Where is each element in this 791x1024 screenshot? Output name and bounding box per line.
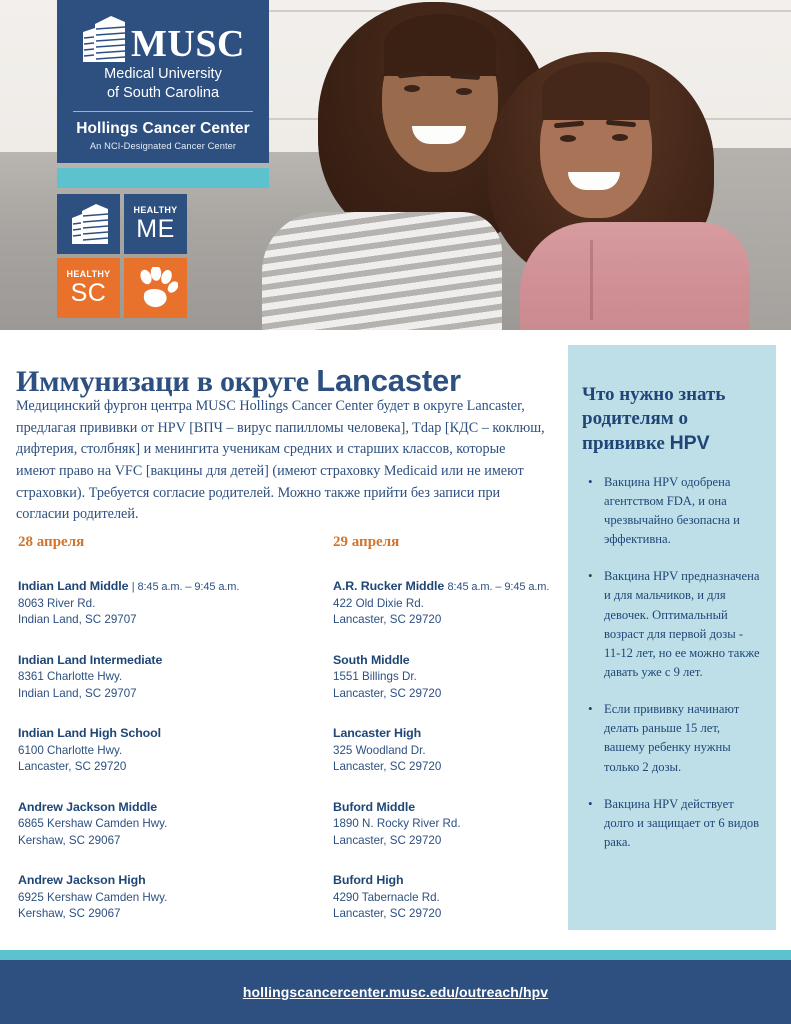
location-name-text: Andrew Jackson Middle [18, 799, 158, 814]
location-street: 6925 Kershaw Camden Hwy. [18, 891, 168, 904]
location-name [333, 726, 563, 742]
musc-logo-card [57, 0, 269, 163]
musc-university-line-2: of South Carolina [106, 85, 220, 102]
schedule-column-april-28 [18, 534, 268, 947]
date-heading: 29 апреля [333, 534, 400, 550]
location-name-text: Andrew Jackson High [18, 873, 146, 888]
location-city: Lancaster, SC 29720 [333, 613, 442, 627]
healthy-me-badge-big-label: ME [136, 215, 175, 243]
list-item [333, 800, 563, 849]
list-item [333, 873, 563, 922]
location-name-text: Lancaster High [333, 726, 422, 741]
location-name [333, 873, 563, 889]
list-item [18, 873, 268, 922]
photo-wall-line [260, 10, 791, 12]
list-item [333, 653, 563, 702]
location-city: Lancaster, SC 29720 [18, 760, 127, 774]
nci-designation-tagline: An NCI-Designated Cancer Center [89, 141, 237, 152]
page-title-county: Lancaster [316, 363, 461, 399]
logo-teal-accent-strip [57, 168, 269, 188]
list-item: • Вакцина HPV действует долго и защищает от 6 видов рака. [604, 795, 762, 852]
location-name-text: A.R. Rucker Middle [333, 579, 445, 593]
date-heading: 28 апреля [18, 534, 85, 550]
paw-print-icon [134, 267, 178, 309]
location-name [18, 653, 268, 669]
sidebar-title-cyrillic: Что нужно знать родителям о прививке [582, 383, 726, 455]
footer-bar [0, 960, 791, 1024]
list-item [18, 579, 268, 628]
location-time: 8:45 a.m. – 9:45 a.m. [447, 581, 550, 593]
location-name-text: Indian Land Middle [18, 579, 129, 593]
photo-person-b-eye [612, 134, 628, 141]
header-photo-band [0, 0, 791, 330]
list-item [333, 726, 563, 775]
photo-person-a-hairline [384, 14, 496, 76]
location-name [18, 726, 268, 742]
musc-logo-lockup [69, 16, 257, 65]
musc-university-line-1: Medical University [104, 66, 222, 82]
list-item: • Если прививку начинают делать раньше 15 лет, вашему ребенку нужны только 2 дозы. [604, 700, 762, 777]
healthy-me-badge-small-label: HEALTHY [133, 205, 178, 215]
healthy-me-badge [124, 194, 187, 254]
sidebar-title [582, 383, 762, 457]
healthy-sc-badge-small-label: HEALTHY [66, 269, 111, 279]
healthy-sc-badge [57, 258, 120, 318]
location-street: 6865 Kershaw Camden Hwy. [18, 817, 168, 831]
hpv-facts-list [582, 473, 762, 852]
location-name-text: Indian Land Intermediate [18, 652, 163, 667]
intro-paragraph: Медицинский фургон центра MUSC Hollings Cancer Center будет в округе Lancaster, предлагая прививки от HPV [ВПЧ – вирус папилломы человека], Tdap [КДС – коклюш, дифтерия, столбняк] и менингита ученикам средних и старших классов, которые имеют право на VFC [вакцины для детей] (имеют страховку Medicaid или не имеют страховки). Требуется согласие родителей. Можно также прийти без записи при согласии родителей. [16, 398, 545, 523]
location-street: 422 Old Dixie Rd. [333, 596, 424, 610]
list-item [333, 579, 563, 628]
photo-person-a-eye [456, 88, 472, 95]
photo-person-a-shirt [262, 212, 502, 330]
badge-row-bottom [57, 258, 188, 318]
location-street: 8361 Charlotte Hwy. [18, 670, 123, 684]
location-name [333, 579, 563, 595]
location-city: Lancaster, SC 29720 [333, 833, 442, 847]
musc-building-badge [57, 194, 120, 254]
location-name [18, 579, 268, 595]
footer-teal-accent-bar [0, 950, 791, 960]
list-item: • Вакцина HPV предназначена и для мальчиков, и для девочек. Оптимальный возраст для первой дозы - 11-12 лет, но ее можно также давать уже с 9 лет. [604, 567, 762, 682]
location-city: Indian Land, SC 29707 [18, 686, 137, 700]
healthy-sc-badge-big-label: SC [70, 279, 107, 307]
page-title-cyrillic: Иммунизаци в округе [16, 365, 317, 399]
clemson-paw-badge [124, 258, 187, 318]
sidebar-title-hpv: HPV [669, 432, 710, 455]
photo-person-b-shirt [520, 222, 750, 330]
logo-divider [73, 111, 253, 112]
list-item [18, 800, 268, 849]
location-street: 1890 N. Rocky River Rd. [333, 817, 461, 831]
location-name [333, 800, 563, 816]
musc-building-icon [81, 16, 125, 62]
list-item: • Вакцина HPV одобрена агентством FDA, и она чрезвычайно безопасна и эффективна. [604, 473, 762, 550]
location-street: 4290 Tabernacle Rd. [333, 891, 440, 904]
location-name [18, 873, 268, 889]
location-name-text: South Middle [333, 652, 410, 667]
musc-building-icon [70, 204, 108, 244]
location-city: Lancaster, SC 29720 [333, 760, 442, 774]
location-name [333, 653, 563, 669]
partner-badge-grid [57, 194, 188, 322]
photo-person-b-eye [560, 135, 576, 142]
location-name-text: Buford Middle [333, 799, 415, 814]
location-street: 8063 River Rd. [18, 596, 96, 610]
location-time: | 8:45 a.m. – 9:45 a.m. [131, 581, 240, 593]
schedule-column-april-29 [333, 534, 563, 947]
page-title [16, 364, 556, 398]
location-city: Indian Land, SC 29707 [18, 613, 137, 627]
location-street: 1551 Billings Dr. [333, 670, 417, 684]
location-city: Lancaster, SC 29720 [333, 686, 442, 700]
footer-website-link[interactable]: hollingscancercenter.musc.edu/outreach/hpv [242, 984, 549, 1000]
musc-wordmark: MUSC [131, 22, 245, 65]
hollings-cancer-center-name: Hollings Cancer Center [76, 120, 250, 138]
location-street: 325 Woodland Dr. [333, 743, 426, 757]
photo-person-b-hairline [542, 62, 650, 120]
location-name-text: Buford High [333, 873, 404, 888]
location-street: 6100 Charlotte Hwy. [18, 743, 123, 757]
list-item [18, 653, 268, 702]
location-city: Kershaw, SC 29067 [18, 833, 121, 847]
location-name [18, 800, 268, 816]
location-city: Kershaw, SC 29067 [18, 907, 121, 921]
list-item [18, 726, 268, 775]
location-city: Lancaster, SC 29720 [333, 907, 442, 921]
location-name-text: Indian Land High School [18, 726, 161, 741]
photo-person-a-eye [404, 85, 420, 92]
badge-row-top [57, 194, 188, 254]
hpv-info-panel [568, 345, 776, 930]
